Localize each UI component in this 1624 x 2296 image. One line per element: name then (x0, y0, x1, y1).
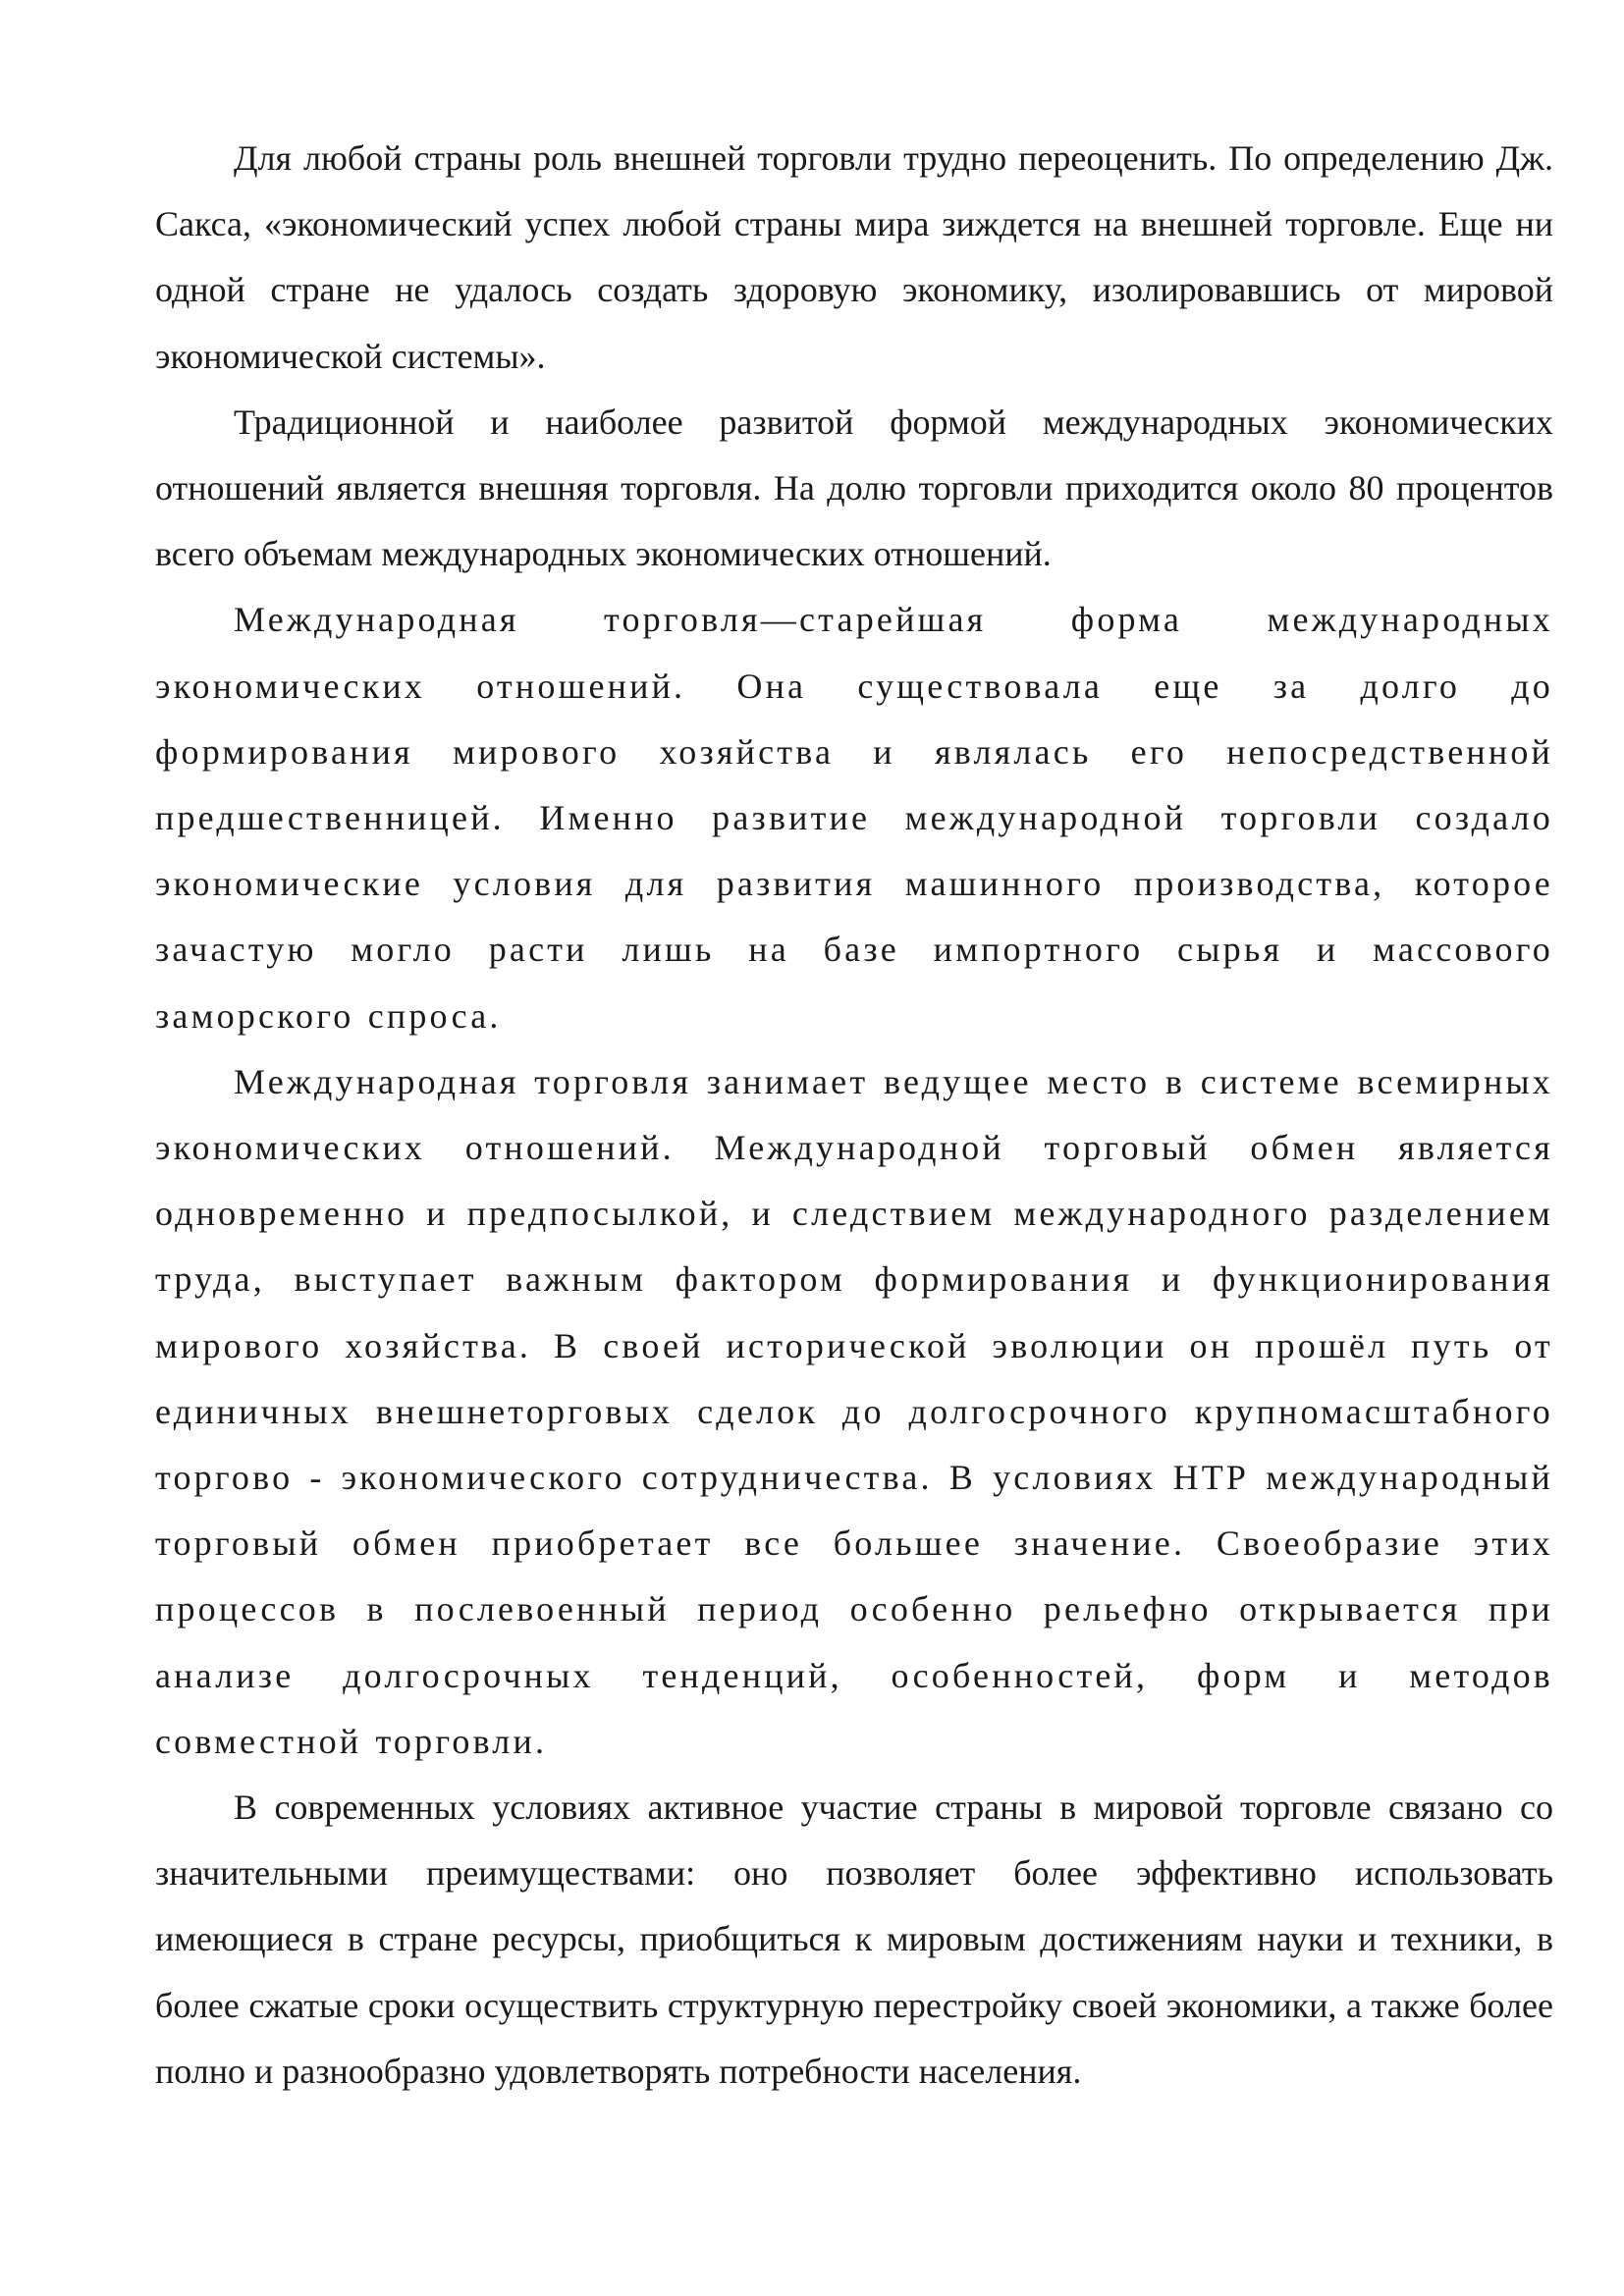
paragraph-3: Международная торговля—старейшая форма международных экономических отношений. Она существовала еще за долго до формирования мирового хозяйства и являлась его непосредственной предшественницей. Именно развитие международной торговли создало экономические условия для развития машинного производства, которое зачастую могло расти лишь на базе импортного сырья и массового заморского спроса. (155, 600, 1553, 1036)
paragraph-5: В современных условиях активное участие страны в мировой торговле связано со значительными преимуществами: оно позволяет более эффективно использовать имеющиеся в стране ресурсы, приобщиться к мировым достижениям науки и техники, в более сжатые сроки осуществить структурную перестройку своей экономики, а также более полно и разнообразно удовлетворять потребности населения. (155, 1788, 1553, 2091)
paragraph-4: Международная торговля занимает ведущее место в системе всемирных экономических отношений. Международной торговый обмен является одновременно и предпосылкой, и следствием международного разделением труда, выступает важным фактором формирования и функционирования мирового хозяйства. В своей исторической эволюции он прошёл путь от единичных внешнеторговых сделок до долгосрочного крупномасштабного торгово - экономического сотрудничества. В условиях НТР международный торговый обмен приобретает все большее значение. Своеобразие этих процессов в послевоенный период особенно рельефно открывается при анализе долгосрочных тенденций, особенностей, форм и методов совместной торговли. (155, 1061, 1553, 1761)
paragraph-2: Традиционной и наиболее развитой формой международных экономических отношений является внешняя торговля. На долю торговли приходится около 80 процентов всего объемам международных экономических отношений. (155, 401, 1553, 574)
paragraph-1: Для любой страны роль внешней торговли трудно переоценить. По определению Дж. Сакса, «экономический успех любой страны мира зиждется на внешней торговле. Еще ни одной стране не удалось создать здоровую экономику, изолировавшись от мировой экономической системы». (155, 138, 1553, 376)
document-page (155, 126, 1553, 2105)
